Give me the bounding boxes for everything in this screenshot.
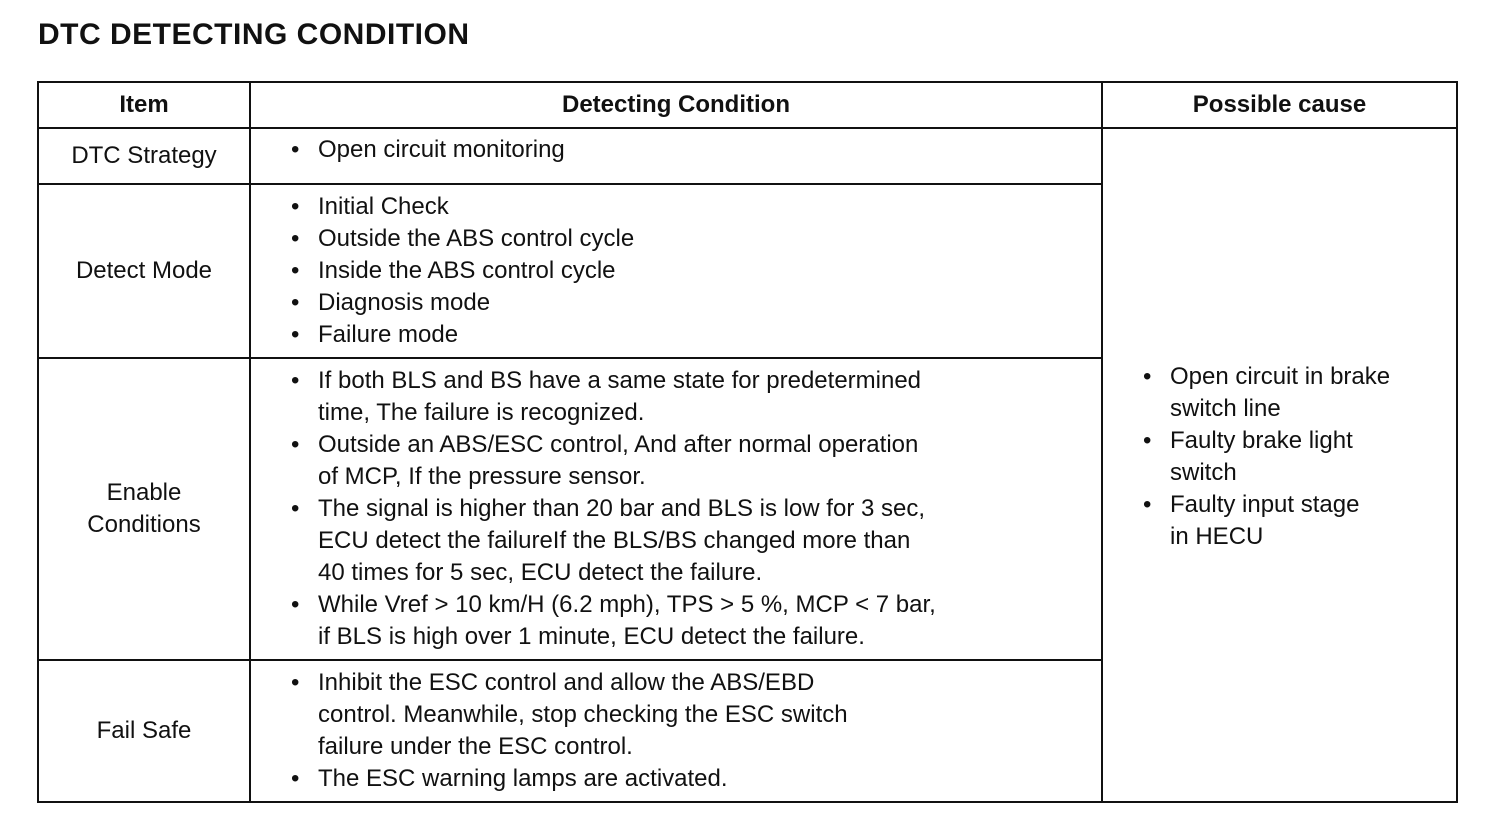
text-line: The ESC warning lamps are activated. [318, 765, 728, 792]
condition-enable-conditions [250, 358, 1102, 660]
text-line: Inhibit the ESC control and allow the ABS/EBD [318, 669, 815, 696]
text-line: control. Meanwhile, stop checking the ESC switch [318, 701, 848, 728]
condition-list [291, 134, 1091, 166]
possible-cause-list [1143, 361, 1446, 553]
text-line: failure under the ESC control. [318, 733, 633, 760]
text-line: While Vref > 10 km/H (6.2 mph), TPS > 5 %, MCP < 7 bar, [318, 591, 936, 618]
item-enable-conditions [38, 358, 250, 660]
cause-1-line-2: switch line [1170, 395, 1281, 422]
table-header-row [38, 82, 1457, 128]
header-item: Item [38, 82, 250, 128]
list-item [291, 365, 1091, 429]
item-enable-line-1: Enable [106, 479, 182, 506]
cause-1-line-1: Open circuit in brake [1170, 363, 1391, 390]
condition-dtc-strategy [250, 128, 1102, 184]
text-line: if BLS is high over 1 minute, ECU detect the failure. [318, 623, 865, 650]
cause-2-line-2: switch [1170, 459, 1237, 486]
cause-2-line-1: Faulty brake light [1170, 427, 1353, 454]
list-item [291, 589, 1091, 653]
text-line: of MCP, If the pressure sensor. [318, 463, 646, 490]
list-item [291, 429, 1091, 493]
list-item: • Open circuit monitoring [291, 134, 1091, 166]
list-item [291, 667, 1091, 763]
list-item [1143, 425, 1446, 489]
condition-list [291, 365, 1091, 653]
list-item: • Inside the ABS control cycle [291, 255, 1091, 287]
text-line: The signal is higher than 20 bar and BLS is low for 3 sec, [318, 495, 926, 522]
header-possible-cause: Possible cause [1102, 82, 1457, 128]
list-item: • Initial Check [291, 191, 1091, 223]
list-item [1143, 361, 1446, 425]
item-fail-safe: Fail Safe [38, 660, 250, 802]
table-row-dtc-strategy [38, 128, 1457, 184]
list-item [1143, 489, 1446, 553]
cause-3-line-2: in HECU [1170, 523, 1264, 550]
page-title: DTC DETECTING CONDITION [38, 18, 470, 51]
dtc-condition-table [37, 81, 1458, 803]
condition-list [291, 667, 1091, 795]
header-detecting-condition: Detecting Condition [250, 82, 1102, 128]
possible-cause-cell [1102, 128, 1457, 802]
list-item [291, 493, 1091, 589]
condition-list [291, 191, 1091, 351]
list-item: • Diagnosis mode [291, 287, 1091, 319]
condition-detect-mode [250, 184, 1102, 358]
item-detect-mode: Detect Mode [38, 184, 250, 358]
text-line: 40 times for 5 sec, ECU detect the failure. [318, 559, 763, 586]
cause-3-line-1: Faulty input stage [1170, 491, 1360, 518]
condition-fail-safe [250, 660, 1102, 802]
text-line: ECU detect the failureIf the BLS/BS changed more than [318, 527, 911, 554]
item-enable-line-2: Conditions [87, 511, 201, 538]
list-item: • Outside the ABS control cycle [291, 223, 1091, 255]
text-line: If both BLS and BS have a same state for predetermined [318, 367, 922, 394]
list-item [291, 763, 1091, 795]
item-dtc-strategy: DTC Strategy [38, 128, 250, 184]
text-line: Outside an ABS/ESC control, And after normal operation [318, 431, 919, 458]
list-item: • Failure mode [291, 319, 1091, 351]
text-line: time, The failure is recognized. [318, 399, 645, 426]
